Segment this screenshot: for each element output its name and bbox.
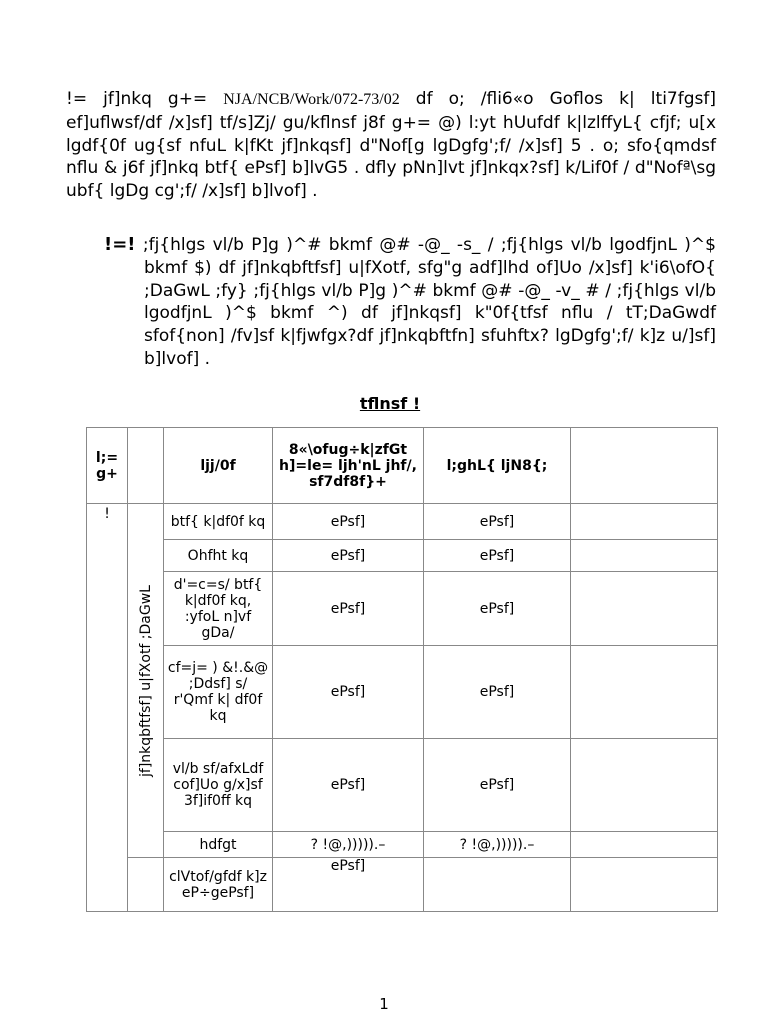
row-value-3 [571,572,718,646]
row-value-3 [571,646,718,739]
row-value-1: ePsf] [273,739,424,832]
row-label: cf=j= ) &!.&@ ;Ddsf] s/ r'Qmf k| df0f kq [164,646,273,739]
row-value-3 [571,739,718,832]
header-empty [571,428,718,504]
table-row [87,504,718,540]
bid-reference-number: NJA/NCB/Work/072-73/02 [223,91,400,108]
row-value-2: ePsf] [424,504,571,540]
row-value-3 [571,540,718,572]
header-bidder-dragon: 8«\ofug÷k|zfGt h]=le= ljh'nL jhf/, sf7df8f}+ [273,428,424,504]
table-row [87,572,718,646]
row-value-2: ? !@,))))).– [424,832,571,858]
header-serial: l;= g+ [87,428,128,504]
table-row [87,739,718,832]
row-value-2: ePsf] [424,739,571,832]
header-bidder-sinergy: l;ghL{ ljN8{; [424,428,571,504]
table-row [87,858,718,912]
row-value-1: ePsf] [273,504,424,540]
row-value-2 [424,858,571,912]
row-label: clVtof/gfdf k]z eP÷gePsf] [164,858,273,912]
row-label: vl/b sf/afxLdf cof]Uo g/x]sf 3f]if0ff kq [164,739,273,832]
row-label: btf{ k|df0f kq [164,504,273,540]
table-row [87,646,718,739]
table-row [87,832,718,858]
header-details: ljj/0f [164,428,273,504]
row-label: hdfgt [164,832,273,858]
row-value-2: ePsf] [424,572,571,646]
row-value-2: ePsf] [424,646,571,739]
clause-number: !=! [104,234,136,255]
intro-body: df o; /fli6«o Goflos k| lti7fgsf] ef]uflwsf/df /x]sf] tf/s]Zj/ gu/kflnsf j8f g+= @) l:yt hUufdf k|lzlffyL{ cfjf; u[x lgdf{0f ug{sf nfuL k|fKt jf]nkqsf] d"Nof[g lgDgfg';f/ /x]sf] 5 . o; sfo{qmdsf nflu & j6f jf]nkq btf{ ePsf] b]lvG5 . dfly pNn]lvt jf]nkqx?sf] k/Lif0f / d"Nofª\sg ubf{ lgDg cg';f/ /x]sf] b]lvof] . [66,89,716,202]
header-blank [128,428,164,504]
row-value-3 [571,504,718,540]
row-label: d'=c=s/ btf{ k|df0f kq, :yfoL n]vf gDa/ [164,572,273,646]
row-value-1: ePsf] [273,646,424,739]
page-number: 1 [379,995,389,1013]
vertical-group-empty [128,858,164,912]
table-title: tflnsf ! [359,394,421,413]
intro-prefix: != jf]nkq g+= [66,89,224,109]
row-value-1: ePsf] [273,572,424,646]
evaluation-table [86,427,718,912]
clause-paragraph [104,234,716,371]
clause-body: ;fj{hlgs vl/b P]g )^# bkmf @# -@_ -s_ / ;fj{hlgs vl/b lgodfjnL )^$ bkmf $) df jf]nkqbftfsf] u|fXotf, sfg"g adf]lhd of]Uo /x]sf] k'i6\ofO{ ;DaGwL ;fy} ;fj{hlgs vl/b P]g )^# bkmf @# -@_ -v_ # / ;fj{hlgs vl/b lgodfjnL )^$ bkmf ^) df jf]nkqsf] k"0f{tfsf nflu / tT;DaGwdf sfof{non] /fv]sf k|fjwfgx?df jf]nkqbftfn] sfuhftx? lgDgfg';f/ k]z u/]sf] b]lvof] . [135,235,716,369]
vertical-group-cell [128,504,164,858]
row-value-3 [571,858,718,912]
serial-cell: ! [87,504,128,912]
row-value-2: ePsf] [424,540,571,572]
row-value-1: ePsf] [273,540,424,572]
intro-paragraph [66,88,716,203]
row-value-1: ePsf] [273,858,424,912]
vertical-group-label: jf]nkqbftfsf] u|fXotf ;DaGwL [137,584,154,777]
table-header-row [87,428,718,504]
row-value-1: ? !@,))))).– [273,832,424,858]
row-label: Ohfht kq [164,540,273,572]
table-row [87,540,718,572]
row-value-3 [571,832,718,858]
